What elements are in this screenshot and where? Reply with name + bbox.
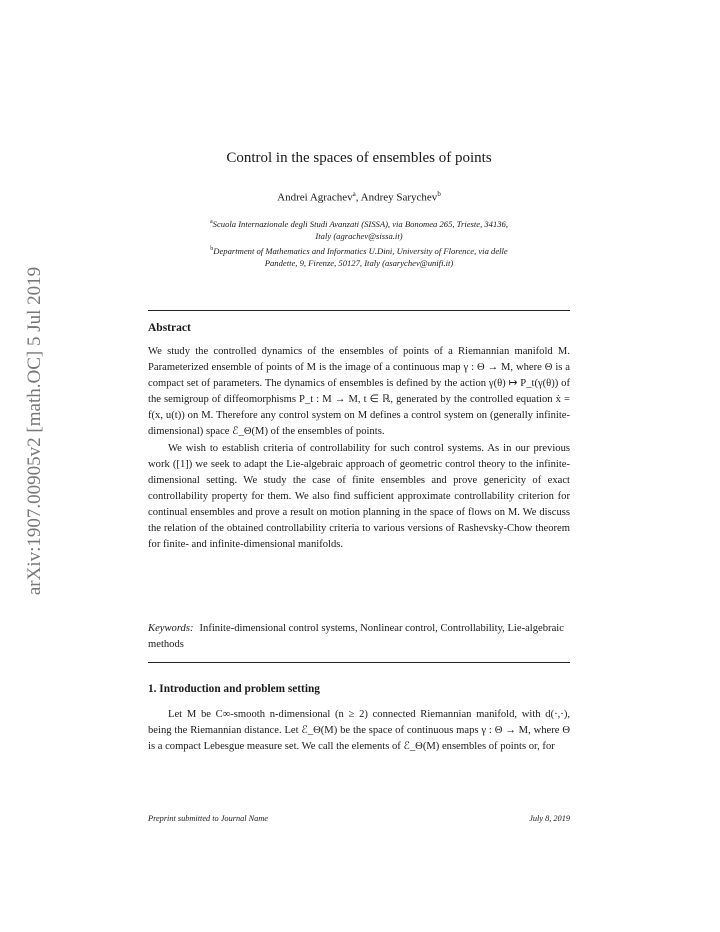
footer-date: July 8, 2019 — [529, 814, 570, 823]
affiliation-line: Pandette, 9, Firenze, 50127, Italy (asarychev@unifi.it) — [264, 258, 454, 269]
abstract-heading: Abstract — [148, 322, 191, 334]
paper-title: Control in the spaces of ensembles of points — [226, 150, 492, 166]
abstract-bottom-rule — [148, 662, 570, 663]
affiliations — [148, 216, 570, 270]
affiliation-mark: b — [437, 190, 441, 198]
keywords — [148, 621, 570, 653]
affiliation-line: $^b$Department of Mathematics and Informatics U.Dini, University of Florence, via delle — [210, 245, 508, 256]
affiliation-line: $^a$Scuola Internazionale degli Studi Avanzati (SISSA), via Bonomea 265, Trieste, 34136, — [209, 218, 508, 229]
abstract-paragraph: We wish to establish criteria of controllability for such control systems. As in our previous work ([1]) we seek to adapt the Lie-algebraic approach of geometric control theory to the infinite-dimensional setting. We study the case of finite ensembles and prove genericity of exact controllability property for them. We also find sufficient approximate controllability criterion for continual ensembles and prove a result on motion planning in the space of flows on M. We discuss the relation of the obtained controllability criteria to various versions of Rashevsky-Chow theorem for finite- and infinite-dimensional manifolds. — [148, 442, 570, 551]
arxiv-sidebar-stamp: arXiv:1907.00905v2 [math.OC] 5 Jul 2019 — [24, 266, 45, 596]
section-heading: 1. Introduction and problem setting — [148, 683, 320, 695]
author-list: Andrei Agrachev$^a$, Andrey Sarychev$^b$ — [277, 190, 441, 204]
keywords-text: Infinite-dimensional control systems, Nonlinear control, Controllability, Lie-algebraic methods — [148, 623, 564, 650]
affiliation-line: Italy (agrachev@sissa.it) — [315, 231, 403, 242]
page-footer — [148, 814, 570, 823]
author-name: Andrei Agrachev — [277, 191, 353, 204]
footer-left: Preprint submitted to Journal Name — [148, 814, 268, 823]
abstract-body — [148, 344, 570, 553]
keywords-label: Keywords: — [148, 623, 194, 634]
abstract-top-rule — [148, 310, 570, 311]
abstract-paragraph: We study the controlled dynamics of the ensembles of points of a Riemannian manifold M. Parameterized ensemble of points of M is the image of a continuous map γ : Θ → M, where Θ is a compact set of parameters. The dynamics of ensembles is defined by the action γ(θ) ↦ P_t(γ(θ)) of the semigroup of diffeomorphisms P_t : M → M, t ∈ ℝ, generated by the controlled equation ẋ = f(x, u(t)) on M. Therefore any control system on M defines a control system on (generally infinite-dimensional) space ℰ_Θ(M) of the ensembles of points. — [148, 346, 570, 438]
affiliation-mark: a — [352, 190, 356, 198]
author-name: Andrey Sarychev — [360, 191, 438, 204]
section-text: Let M be C∞-smooth n-dimensional (n ≥ 2) connected Riemannian manifold, with d(·,·), being the Riemannian distance. Let ℰ_Θ(M) be the space of continuous maps γ : Θ → M, where Θ is a compact Lebesgue measure set. We call the elements of ℰ_Θ(M) ensembles of points or, for — [148, 709, 570, 752]
